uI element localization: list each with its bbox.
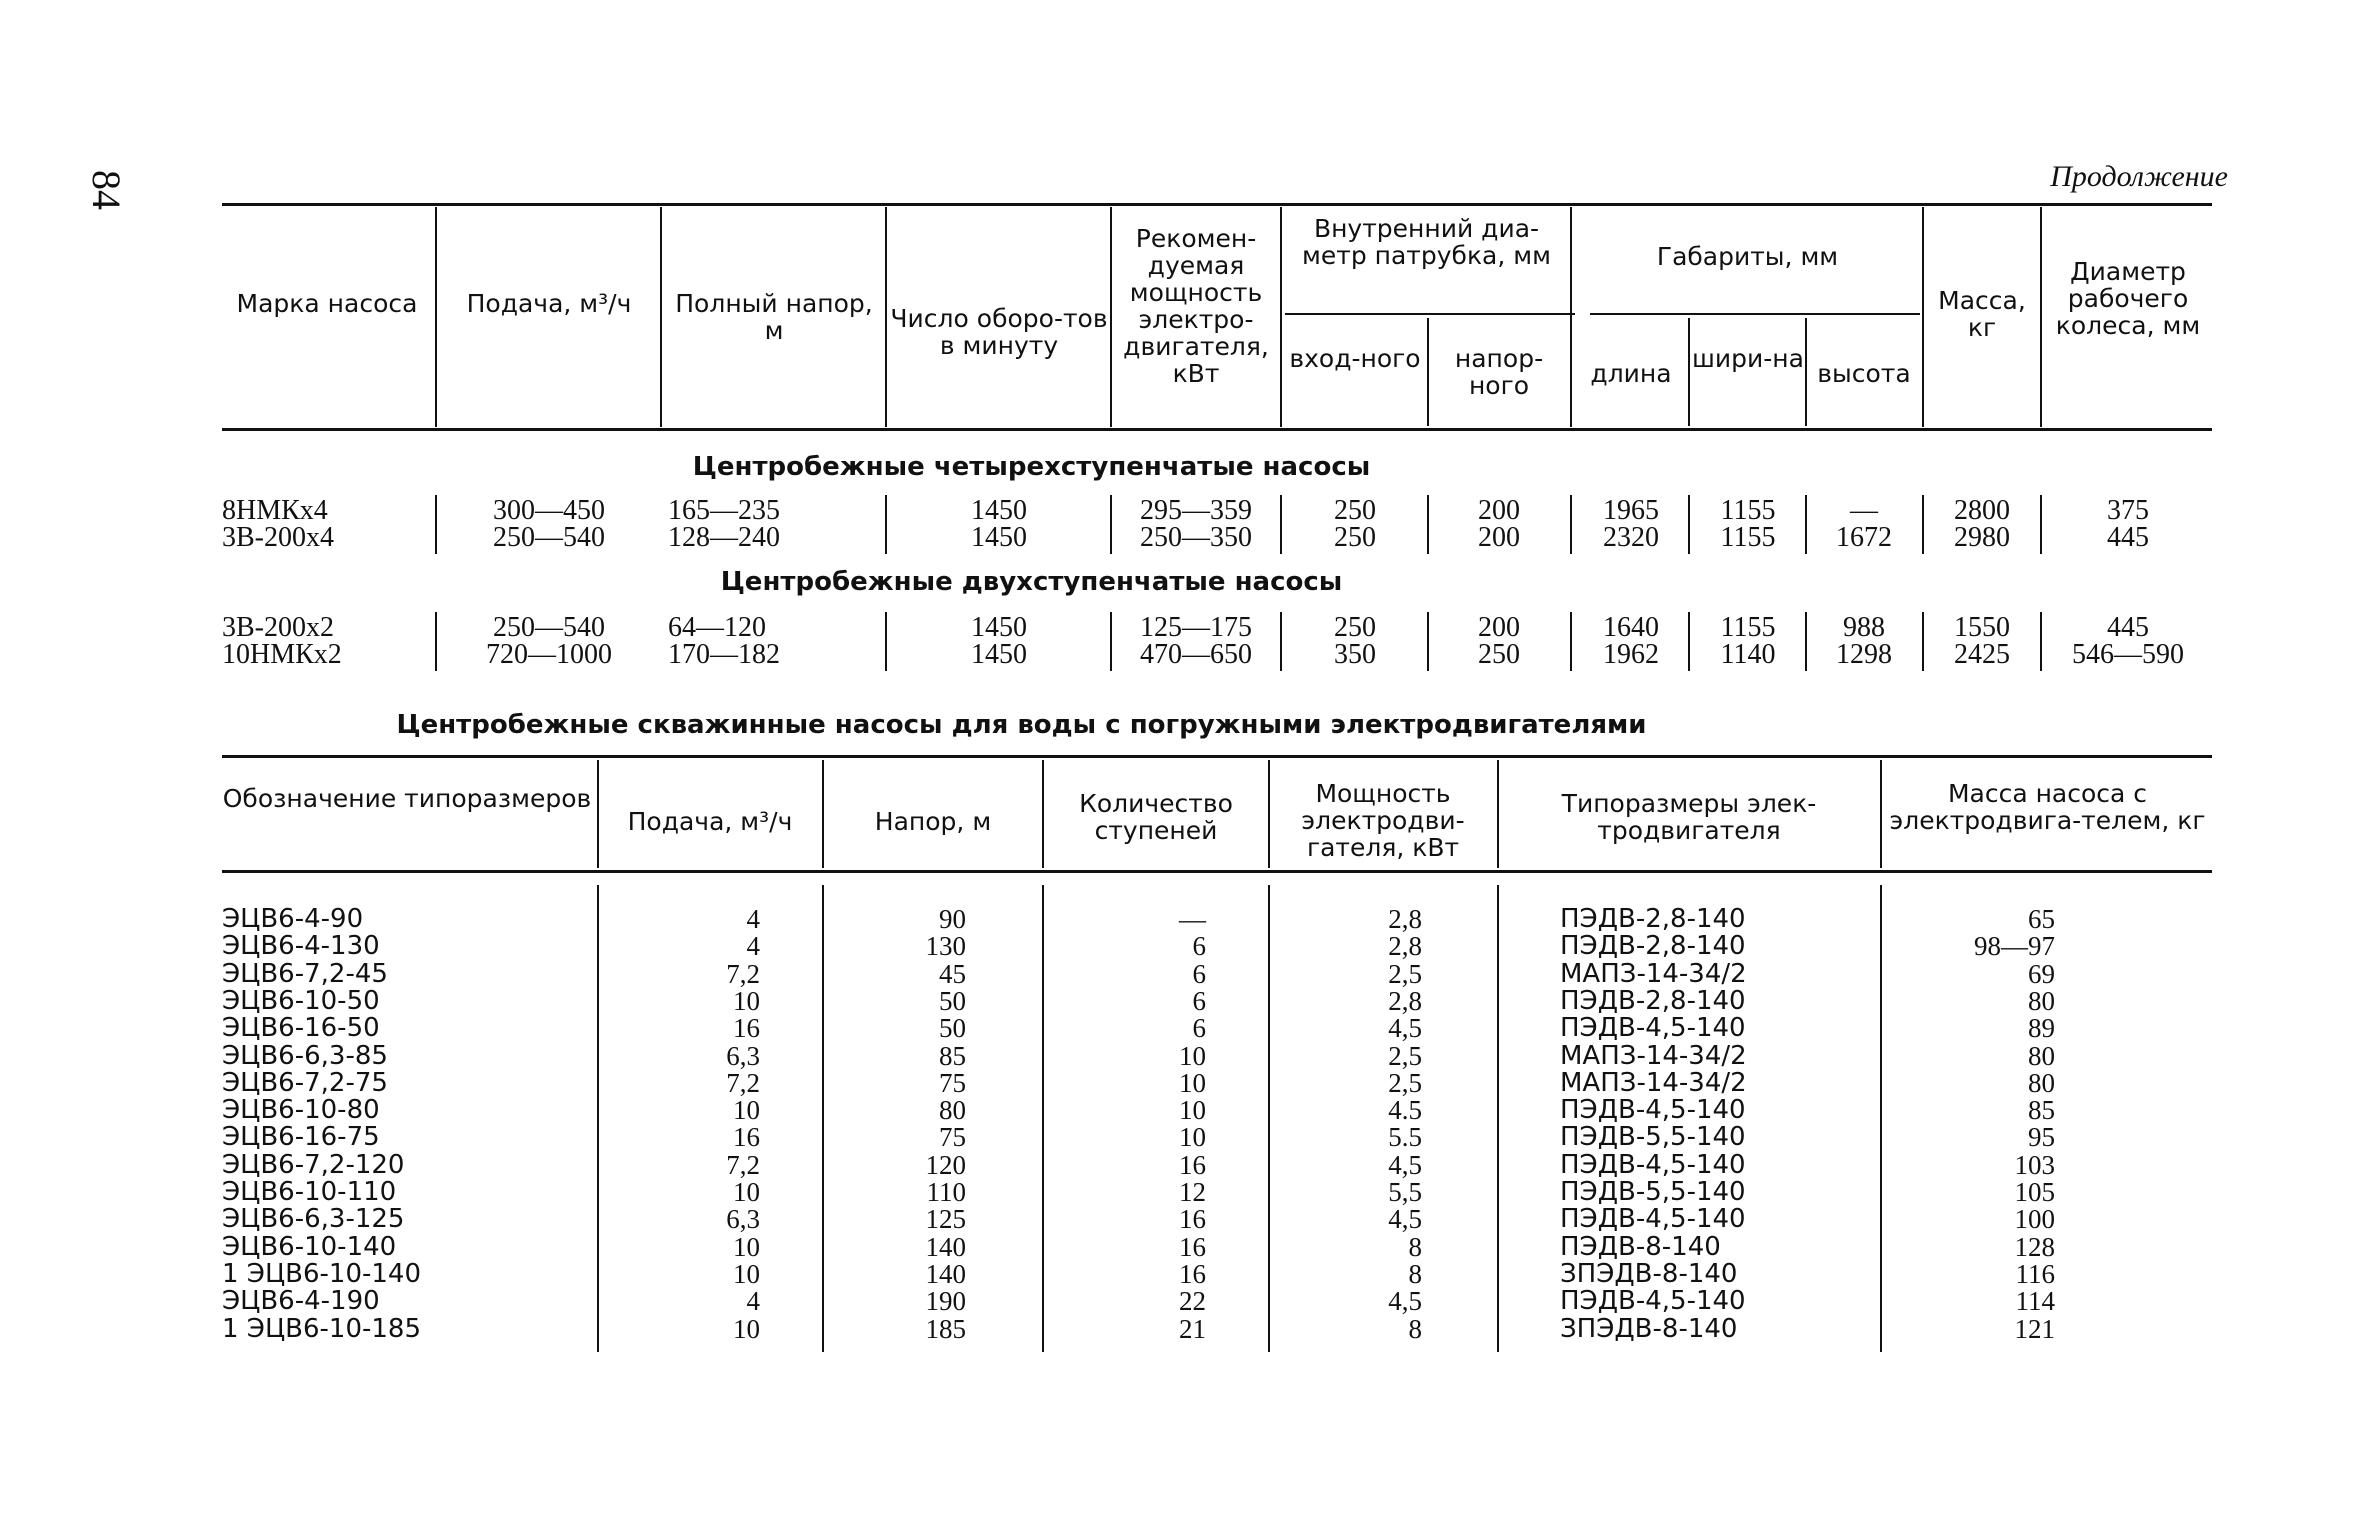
table-cell: ЭЦВ6-10-50 [222,985,380,1016]
rule [597,885,599,1352]
table-cell: 1 ЭЦВ6-10-140 [222,1258,421,1289]
table-cell: 10 [733,985,760,1016]
rule [1285,313,1575,315]
rule [1922,495,1924,554]
rule [1268,760,1270,868]
rule [822,760,824,868]
table-cell: 1450 [971,522,1027,553]
table-cell: 190 [925,1286,966,1317]
rule [222,755,2212,758]
table-cell: 120 [925,1149,966,1180]
table-cell: 445 [2107,612,2149,643]
rule [1110,207,1112,427]
table-cell: 6 [1192,958,1206,989]
table-cell: 85 [939,1040,966,1071]
rule [1688,318,1690,426]
rule [1280,612,1282,671]
table-cell: 1 ЭЦВ6-10-185 [222,1313,421,1344]
header-mass: Масса насоса с электродвига-телем, кг [1889,779,2206,835]
table-cell: 85 [2028,1095,2055,1126]
table-cell: 2,8 [1388,985,1422,1016]
table-cell: 6 [1192,985,1206,1016]
rule [1880,885,1882,1352]
table-cell: ЗПЭДВ-8-140 [1560,1313,1738,1344]
table-cell: 128—240 [668,522,780,553]
table-cell: 50 [939,1013,966,1044]
rule [1570,207,1572,427]
table-cell: 95 [2028,1122,2055,1153]
table-cell: 89 [2028,1013,2055,1044]
header-diameter-group: Внутренний диа-метр патрубка, мм [1302,214,1551,270]
rule [1427,612,1429,671]
table-cell: 100 [2014,1204,2055,1235]
table-cell: 1962 [1603,639,1659,670]
table-cell: 75 [939,1122,966,1153]
table-cell: 2320 [1603,522,1659,553]
table-cell: 8 [1408,1231,1422,1262]
table-cell: 2,5 [1388,1067,1422,1098]
table-cell: 1672 [1836,522,1892,553]
table-cell: 720—1000 [486,639,612,670]
table-cell: 988 [1843,612,1885,643]
table-cell: ЭЦВ6-16-75 [222,1122,380,1153]
rule [1688,495,1690,554]
table-cell: ПЭДВ-4,5-140 [1560,1286,1746,1317]
table-cell: 1298 [1836,639,1892,670]
table-cell: 125—175 [1140,612,1252,643]
table-cell: 98—97 [1974,931,2055,962]
table-cell: 16 [733,1013,760,1044]
table-cell: 4,5 [1388,1204,1422,1235]
table-cell: ПЭДВ-8-140 [1560,1231,1721,1262]
page-number: 84 [84,170,129,210]
table-cell: 22 [1179,1286,1206,1317]
table-cell: 80 [2028,985,2055,1016]
rule [660,207,662,427]
table-cell: 300—450 [493,495,605,526]
rule [2040,612,2042,671]
rule [1268,885,1270,1352]
table-cell: 50 [939,985,966,1016]
header-designation: Обозначение типоразмеров [222,784,592,813]
rule [1590,313,1920,315]
table-cell: 4,5 [1388,1149,1422,1180]
table-cell: ПЭДВ-2,8-140 [1560,931,1746,962]
table-cell: 7,2 [726,1149,760,1180]
table-cell: 10 [733,1231,760,1262]
table-cell: ЭЦВ6-7,2-75 [222,1067,388,1098]
table-cell: 1550 [1954,612,2010,643]
header-flow: Подача, м³/ч [466,289,632,318]
table-cell: ЭЦВ6-4-130 [222,931,380,962]
section-title: Центробежные двухступенчатые насосы [720,567,1343,597]
header-inlet: вход-ного [1289,344,1421,373]
table-cell: 4 [746,931,760,962]
header-width: шири-на [1692,344,1804,373]
rule [1805,495,1807,554]
table-cell: 10 [1179,1095,1206,1126]
table-cell: 16 [1179,1231,1206,1262]
table-cell: 200 [1478,612,1520,643]
table-cell: 140 [925,1258,966,1289]
rule [222,203,2212,206]
table-cell: 1155 [1720,612,1776,643]
table-2-title: Центробежные скважинные насосы для воды с погружными электродвигателями [396,710,1647,740]
table-cell: 250 [1334,612,1376,643]
table-cell: 250 [1334,495,1376,526]
table-cell: 130 [925,931,966,962]
header-head: Напор, м [874,807,992,836]
table-cell: 1640 [1603,612,1659,643]
table-cell: 10НМКх2 [222,639,342,670]
rule [1880,760,1882,868]
rule [435,495,437,554]
table-cell: 546—590 [2072,639,2184,670]
table-cell: ЭЦВ6-10-110 [222,1177,397,1207]
table-cell: ПЭДВ-5,5-140 [1560,1122,1746,1153]
rule [1922,207,1924,427]
table-cell: 16 [1179,1258,1206,1289]
table-cell: ЗПЭДВ-8-140 [1560,1258,1738,1289]
table-cell: 6 [1192,931,1206,962]
table-cell: — [1850,495,1878,526]
rule [1922,612,1924,671]
table-cell: 69 [2028,958,2055,989]
rule [1688,612,1690,671]
table-cell: 250—350 [1140,522,1252,553]
table-cell: 1450 [971,612,1027,643]
table-cell: 2,5 [1388,1040,1422,1071]
table-cell: 350 [1334,639,1376,670]
header-height: высота [1817,359,1911,388]
section-title: Центробежные четырехступенчатые насосы [692,452,1371,482]
table-cell: 1450 [971,495,1027,526]
rule [1110,612,1112,671]
rule [885,207,887,427]
table-cell: 103 [2014,1149,2055,1180]
header-rpm: Число оборо-тов в минуту [890,304,1108,360]
table-cell: ЭЦВ6-6,3-125 [222,1204,405,1235]
table-cell: 2,5 [1388,958,1422,989]
table-cell: 65 [2028,904,2055,934]
rule [1570,495,1572,554]
rule [822,885,824,1352]
table-cell: 5,5 [1388,1177,1422,1207]
header-power: Мощность электродви-гателя, кВт [1301,779,1465,862]
table-cell: 8 [1408,1313,1422,1344]
table-cell: 80 [2028,1040,2055,1071]
table-cell: ЭЦВ6-10-140 [222,1231,397,1262]
table-cell: ПЭДВ-4,5-140 [1560,1095,1746,1126]
rule [1280,207,1282,427]
table-cell: 2,8 [1388,904,1422,934]
table-cell: 10 [1179,1122,1206,1153]
rule [1805,318,1807,426]
table-cell: ЭЦВ6-7,2-120 [222,1149,405,1180]
table-cell: ПЭДВ-4,5-140 [1560,1204,1746,1235]
rule [1427,495,1429,554]
table-cell: 4,5 [1388,1286,1422,1317]
rule [222,428,2212,431]
table-cell: ПЭДВ-2,8-140 [1560,985,1746,1016]
table-cell: 16 [1179,1149,1206,1180]
header-head: Полный напор, м [675,289,873,345]
table-cell: 16 [1179,1204,1206,1235]
table-cell: 10 [1179,1040,1206,1071]
continuation-label: Продолжение [2050,160,2228,193]
header-power: Рекомен-дуемая мощность электро-двигателя, кВт [1123,224,1269,388]
table-cell: 90 [939,904,966,934]
table-cell: 470—650 [1140,639,1252,670]
table-cell: 4 [746,1286,760,1317]
header-impeller: Диаметр рабочего колеса, мм [2055,257,2201,340]
table-cell: 8 [1408,1258,1422,1289]
rule [1042,885,1044,1352]
rule [1110,495,1112,554]
table-cell: 6,3 [726,1040,760,1071]
table-cell: 10 [733,1258,760,1289]
rule [597,760,599,868]
table-cell: 105 [2014,1177,2055,1207]
table-cell: 75 [939,1067,966,1098]
table-cell: 250—540 [493,612,605,643]
table-cell: 4 [746,904,760,934]
header-brand: Марка насоса [236,289,418,318]
table-cell: 8НМКх4 [222,495,328,526]
table-cell: 21 [1179,1313,1206,1344]
table-cell: ЭЦВ6-4-190 [222,1286,380,1317]
header-flow: Подача, м³/ч [627,807,793,836]
table-cell: 45 [939,958,966,989]
table-cell: 1155 [1720,522,1776,553]
table-cell: 6,3 [726,1204,760,1235]
table-cell: 1155 [1720,495,1776,526]
table-cell: 4.5 [1388,1095,1422,1126]
table-cell: 121 [2014,1313,2055,1344]
table-cell: 4,5 [1388,1013,1422,1044]
rule [435,207,437,427]
rule [222,870,2212,873]
header-mass: Масса, кг [1938,286,2026,342]
rule [1805,612,1807,671]
table-cell: 2425 [1954,639,2010,670]
table-cell: 110 [926,1177,966,1207]
table-cell: 140 [925,1231,966,1262]
header-stages: Количество ступеней [1079,789,1233,845]
table-cell: 1965 [1603,495,1659,526]
rule [1570,612,1572,671]
table-cell: 116 [2015,1258,2055,1289]
rule [1497,760,1499,868]
table-cell: 12 [1179,1177,1206,1207]
table-cell: 2980 [1954,522,2010,553]
table-cell: 10 [1179,1067,1206,1098]
table-cell: 200 [1478,522,1520,553]
table-cell: МАПЗ-14-34/2 [1560,1067,1747,1098]
table-cell: 5.5 [1388,1122,1422,1153]
table-cell: ПЭДВ-4,5-140 [1560,1149,1746,1180]
table-cell: МАПЗ-14-34/2 [1560,1040,1747,1071]
table-cell: 1450 [971,639,1027,670]
table-cell: 445 [2107,522,2149,553]
header-motor: Типоразмеры элек-тродвигателя [1561,789,1817,845]
table-cell: 10 [733,1313,760,1344]
table-cell: 80 [939,1095,966,1126]
table-cell: 64—120 [668,612,766,643]
table-cell: 200 [1478,495,1520,526]
table-cell: 295—359 [1140,495,1252,526]
table-cell: 7,2 [726,1067,760,1098]
table-cell: 2,8 [1388,931,1422,962]
table-cell: 3В-200х2 [222,612,334,643]
rule [1427,318,1429,426]
rule [2040,207,2042,427]
rule [2040,495,2042,554]
table-cell: 165—235 [668,495,780,526]
table-cell: 10 [733,1095,760,1126]
header-dims-group: Габариты, мм [1656,242,1839,271]
table-cell: 1140 [1720,639,1776,670]
table-cell: 114 [2015,1286,2055,1317]
table-cell: 2800 [1954,495,2010,526]
table-cell: ЭЦВ6-6,3-85 [222,1040,388,1071]
table-cell: ЭЦВ6-7,2-45 [222,958,388,989]
table-cell: 10 [733,1177,760,1207]
table-cell: ЭЦВ6-16-50 [222,1013,380,1044]
table-cell: ЭЦВ6-10-80 [222,1095,380,1126]
table-cell: 3В-200х4 [222,522,334,553]
table-cell: ЭЦВ6-4-90 [222,904,364,934]
table-cell: 16 [733,1122,760,1153]
table-cell: 250—540 [493,522,605,553]
table-cell: 250 [1334,522,1376,553]
table-cell: — [1179,904,1206,934]
table-cell: 185 [925,1313,966,1344]
table-cell: 375 [2107,495,2149,526]
table-cell: 170—182 [668,639,780,670]
rule [1497,885,1499,1352]
table-cell: 6 [1192,1013,1206,1044]
table-cell: ПЭДВ-4,5-140 [1560,1013,1746,1044]
header-outlet: напор-ного [1454,344,1544,400]
table-cell: 125 [925,1204,966,1235]
table-cell: ПЭДВ-2,8-140 [1560,904,1746,934]
table-cell: 7,2 [726,958,760,989]
rule [435,612,437,671]
table-cell: ПЭДВ-5,5-140 [1560,1177,1746,1207]
table-cell: МАПЗ-14-34/2 [1560,958,1747,989]
table-cell: 250 [1478,639,1520,670]
header-length: длина [1590,359,1672,388]
table-cell: 128 [2014,1231,2055,1262]
rule [1280,495,1282,554]
table-cell: 80 [2028,1067,2055,1098]
rule [1042,760,1044,868]
